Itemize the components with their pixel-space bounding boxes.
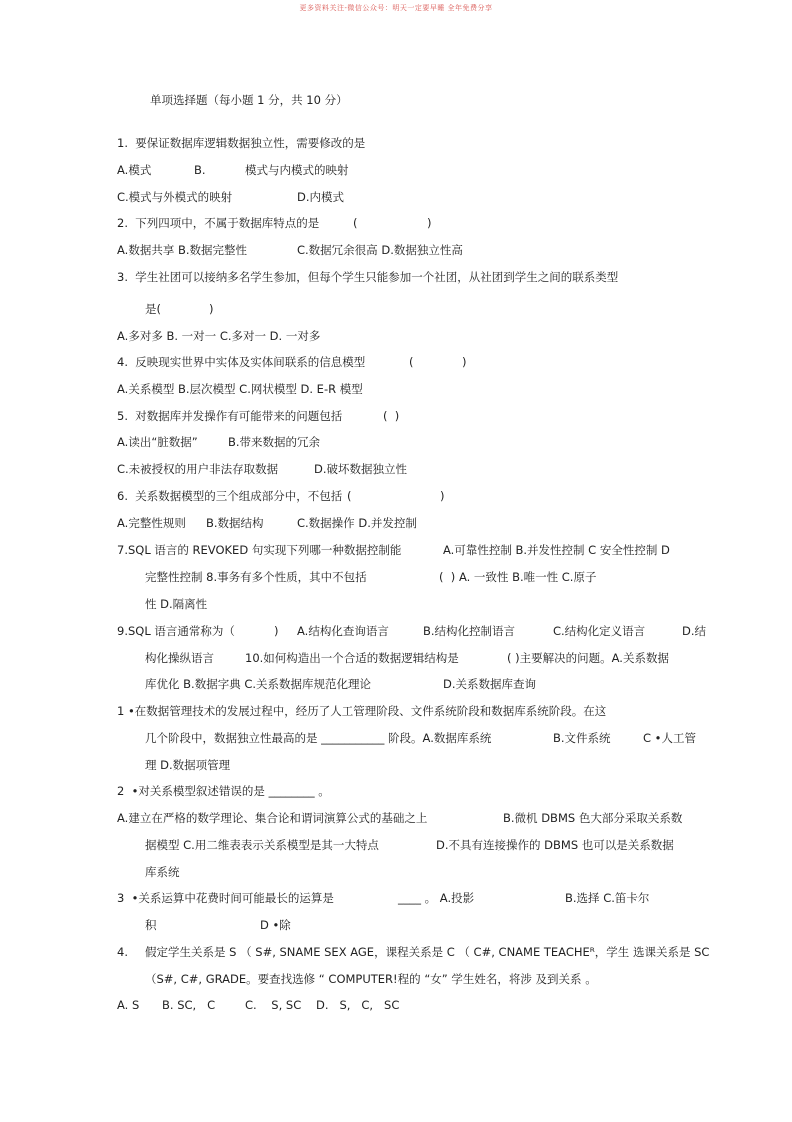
text-segment: A.模式 (117, 163, 152, 177)
text-segment: 构化操纵语言 (145, 651, 214, 665)
text-segment: ) (462, 355, 467, 369)
text-segment: 3. 学生社团可以接纳多名学生参加，但每个学生只能参加一个社团，从社团到学生之间的联系类型 (117, 270, 619, 284)
text-segment: 10.如何构造出一个合适的数据逻辑结构是 (245, 651, 459, 665)
text-segment: 3 •关系运算中花费时间可能最长的运算是 (117, 891, 334, 905)
text-segment: ( (347, 489, 352, 503)
text-segment: 完整性控制 8.事务有多个性质，其中不包括 (145, 570, 367, 584)
text-segment: 理 D.数据项管理 (145, 758, 231, 772)
text-segment: D.不具有连接操作的 DBMS 也可以是关系数据 (436, 838, 674, 852)
text-segment: C.未被授权的用户非法存取数据 (117, 462, 279, 476)
text-segment: B.带来数据的冗余 (228, 435, 321, 449)
text-segment: ( (409, 355, 414, 369)
text-segment: 6. 关系数据模型的三个组成部分中，不包括 (117, 489, 343, 503)
text-segment: 1. 要保证数据库逻辑数据独立性，需要修改的是 (117, 136, 366, 150)
text-segment: B. (194, 163, 206, 177)
text-segment: C.结构化定义语言 (553, 624, 646, 638)
text-segment: A.建立在严格的数学理论、集合论和谓词演算公式的基础之上 (117, 811, 428, 825)
text-segment: B.结构化控制语言 (423, 624, 516, 638)
text-segment: 单项选择题（每小题 1 分，共 10 分） (150, 93, 348, 107)
text-segment: A.数据共享 B.数据完整性 (117, 243, 248, 257)
text-segment: A.结构化查询语言 (297, 624, 389, 638)
text-segment: ( ) (383, 409, 400, 423)
text-segment: 据模型 C.用二维表表示关系模型是其一大特点 (145, 838, 379, 852)
text-segment: ( ) A. 一致性 B.唯一性 C.原子 (439, 570, 597, 584)
text-segment: C •人工管 (643, 731, 696, 745)
text-segment: ) (427, 216, 432, 230)
text-segment: 2 •对关系模型叙述错误的是 ________ 。 (117, 784, 330, 798)
text-segment: （S#, C#, GRADE。要查找选修 “ COMPUTER!程的 “女” 学生姓名，将涉 及到关系 。 (145, 972, 597, 986)
text-segment: B.数据结构 (206, 516, 264, 530)
text-segment: C.数据操作 D.并发控制 (297, 516, 417, 530)
text-segment: B.文件系统 (553, 731, 611, 745)
text-segment: D.结 (682, 624, 707, 638)
text-segment: B.选择 C.笛卡尔 (565, 891, 650, 905)
text-segment: A.读出“脏数据” (117, 435, 198, 449)
text-segment: 4. (117, 945, 128, 959)
text-segment: D.破坏数据独立性 (314, 462, 408, 476)
text-segment: A.多对多 B. 一对一 C.多对一 D. 一对多 (117, 329, 321, 343)
text-segment: D.内模式 (297, 190, 345, 204)
text-segment: ) (209, 302, 214, 316)
text-segment: A.关系模型 B.层次模型 C.网状模型 D. E-R 模型 (117, 382, 363, 396)
text-segment: D.关系数据库查询 (443, 677, 537, 691)
text-segment: 2. 下列四项中，不属于数据库特点的是 (117, 216, 320, 230)
text-segment: D. S, C, SC (316, 998, 400, 1012)
text-segment: B.微机 DBMS 色大部分采取关系数 (503, 811, 683, 825)
text-segment: ( (353, 216, 358, 230)
text-segment: 性 D.隔离性 (145, 597, 208, 611)
text-segment: 1 •在数据管理技术的发展过程中，经历了人工管理阶段、文件系统阶段和数据库系统阶段。在这 (117, 704, 607, 718)
text-segment: A. S (117, 998, 140, 1012)
text-segment: 是( (145, 302, 161, 316)
text-segment: 库优化 B.数据字典 C.关系数据库规范化理论 (145, 677, 372, 691)
text-segment: D •除 (260, 918, 291, 932)
text-segment: 9.SQL 语言通常称为（ (117, 624, 235, 638)
text-segment: 7.SQL 语言的 REVOKED 句实现下列哪一种数据控制能 (117, 543, 402, 557)
text-segment: C.数据冗余很高 D.数据独立性高 (297, 243, 463, 257)
text-segment: 库系统 (145, 865, 180, 879)
text-segment: 5. 对数据库并发操作有可能带来的问题包括 (117, 409, 343, 423)
text-segment: C. S, SC (245, 998, 302, 1012)
text-segment: 几个阶段中，数据独立性最高的是 ___________ 阶段。A.数据库系统 (145, 731, 492, 745)
text-segment: ) (274, 624, 279, 638)
text-segment: 积 (145, 918, 157, 932)
text-segment: 4. 反映现实世界中实体及实体间联系的信息模型 (117, 355, 366, 369)
text-segment: 模式与内模式的映射 (245, 163, 349, 177)
text-segment: A.完整性规则 (117, 516, 186, 530)
text-segment: ____ 。 A.投影 (398, 891, 475, 905)
text-segment: B. SC, C (162, 998, 216, 1012)
text-segment: ) (440, 489, 445, 503)
text-segment: A.可靠性控制 B.并发性控制 C 安全性控制 D (443, 543, 670, 557)
text-segment: ( )主要解决的问题。A.关系数据 (507, 651, 669, 665)
text-segment: 假定学生关系是 S （ S#, SNAME SEX AGE，课程关系是 C （ C#, CNAME TEACHEᴿ，学生 选课关系是 SC (145, 945, 710, 959)
watermark-header: 更多资料关注-微信公众号：明天一定要早睡 全年免费分享 (299, 4, 493, 12)
text-segment: C.模式与外模式的映射 (117, 190, 233, 204)
